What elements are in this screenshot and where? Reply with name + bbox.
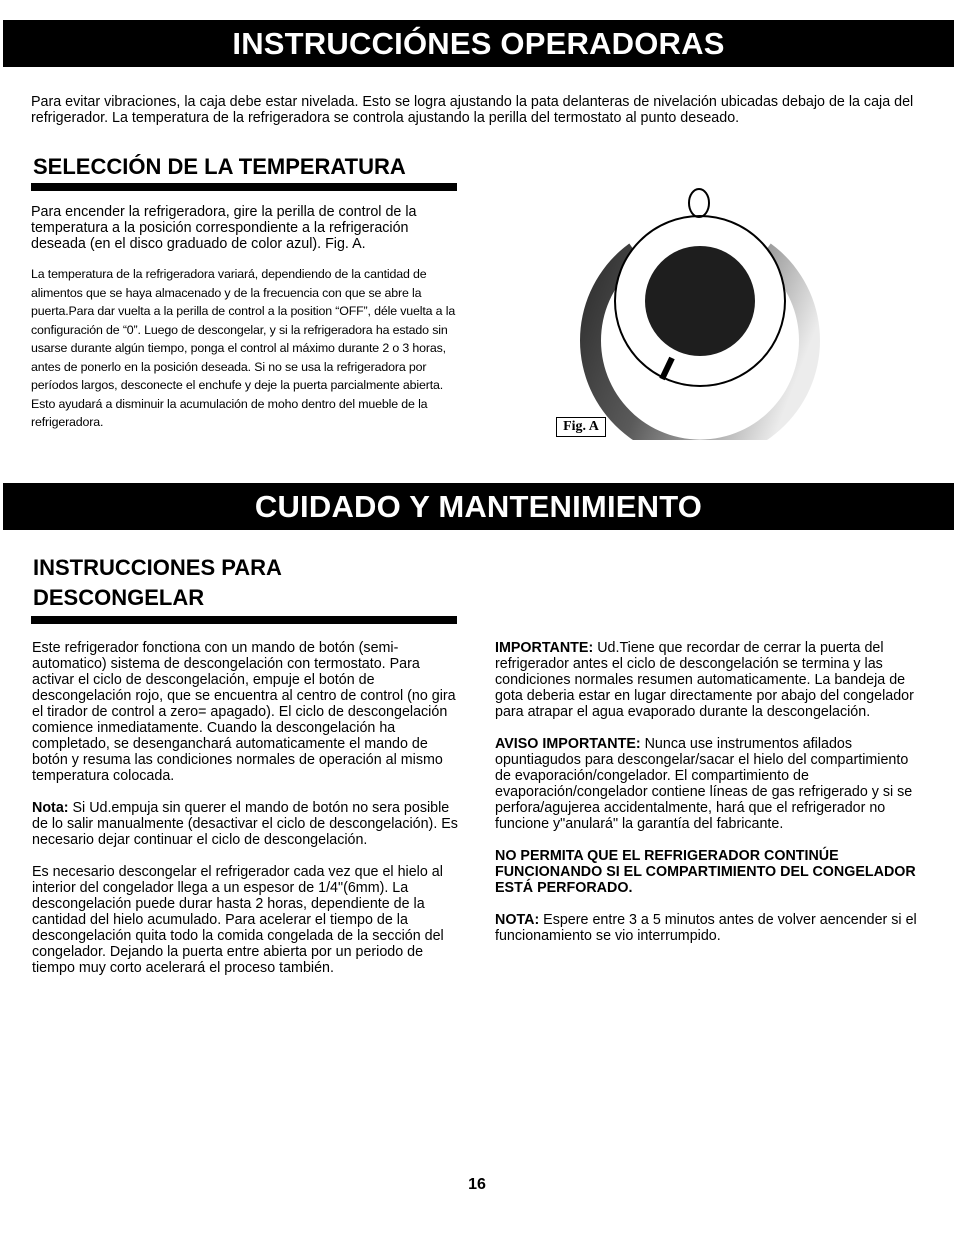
important-text: Ud.Tiene que recordar de cerrar la puerta del refrigerador antes el ciclo de descongelación se termina y las condiciones normales resumen automaticamente. La bandeja de gota deberia estar en lugar directamente por abajo del congelador para atrapar el agua evaporado durante la descongelación. xyxy=(495,640,914,720)
care-maintenance-banner: CUIDADO Y MANTENIMIENTO xyxy=(3,483,954,530)
page-number: 16 xyxy=(468,1176,486,1193)
defrost-heading xyxy=(33,553,282,613)
defrost-heading-rule xyxy=(31,616,457,624)
nota-paragraph xyxy=(495,912,923,944)
knob-center xyxy=(645,246,755,356)
nota-label: NOTA: xyxy=(495,912,540,928)
defrost-heading-line-2: DESCONGELAR xyxy=(33,585,205,610)
temperature-heading: SELECCIÓN DE LA TEMPERATURA xyxy=(33,154,406,179)
important-paragraph xyxy=(495,640,923,720)
nota-text: Espere entre 3 a 5 minutos antes de volver aencender si el funcionamiento se vio interrumpido. xyxy=(495,912,917,944)
defrost-paragraph-1: Este refrigerador fonctiona con un mando de botón (semi-automatico) sistema de descongelación con termostato. Para activar el ciclo de descongelación, empuje el botón de descongelación rojo, que se encuentra al centro de control (no gira el tirador de control a zero= apagado). El ciclo de descongelación comience inmediatamente. Cuando la descongelación ha completado, se desenganchará automaticamente el mando de botón y resuma las condiciones normales de operación al mismo temperatura colocada. xyxy=(32,640,456,784)
warning-text: Nunca use instrumentos afilados opuntiagudos para descongelar/sacar el hielo del compartimiento de evaporación/congelador. El compartimiento de evaporación/congelador contiene líneas de gas refrigerado y si se perfora/agujerea accidentalmente, hará que el refrigerador no funcione y"anulará" la garantía del fabricante. xyxy=(495,736,913,832)
defrost-right-column xyxy=(495,640,923,960)
important-label: IMPORTANTE: xyxy=(495,640,594,656)
defrost-note-paragraph xyxy=(32,800,460,848)
note-text: Si Ud.empuja sin querer el mando de botón no sera posible de lo salir manualmente (desactivar el ciclo de descongelación). Es necesario dejar continuar el ciclo de descongelación. xyxy=(32,800,458,848)
operating-instructions-banner: INSTRUCCIÓNES OPERADORAS xyxy=(3,20,954,67)
temperature-paragraph-2: La temperatura de la refrigeradora variará, dependiendo de la cantidad de alimentos que se haya almacenado y de la frecuencia con que se abre la puerta.Para dar vuelta a la perilla de control a la position “OFF”, déle vuelta a la configuración de “0”. Luego de descongelar, y si la refrigeradora ha estado sin usarse durante algún tiempo, ponga el control al máximo durante 2 o 3 horas, antes de ponerlo en la posición deseada. Si no se usa la refrigeradora por períodos largos, desconecte el enchufe y deje la puerta parcialmente abierta. Esto ayudará a disminuir la acumulación de moho dentro del mueble de la refrigeradora. xyxy=(31,267,456,429)
note-label: Nota: xyxy=(32,800,69,816)
warning-label: AVISO IMPORTANTE: xyxy=(495,736,641,752)
defrost-left-column xyxy=(32,640,460,992)
heading-rule xyxy=(31,183,457,191)
intro-paragraph: Para evitar vibraciones, la caja debe estar nivelada. Esto se logra ajustando la pata delanteras de nivelación ubicadas debajo de la caja del refrigerador. La temperatura de la refrigeradora se controla ajustando la perilla del termostato al punto deseado. xyxy=(31,94,914,126)
thermostat-dial-figure xyxy=(560,180,850,440)
do-not-operate-paragraph: NO PERMITA QUE EL REFRIGERADOR CONTINÚE FUNCIONANDO SI EL COMPARTIMIENTO DEL CONGELADOR ESTÁ PERFORADO. xyxy=(495,848,916,896)
defrost-heading-line-1: INSTRUCCIONES PARA xyxy=(33,555,282,580)
temperature-paragraph-1: Para encender la refrigeradora, gire la perilla de control de la temperatura a la posición correspondiente a la refrigeración deseada (en el disco graduado de color azul). Fig. A. xyxy=(31,204,417,252)
warning-paragraph xyxy=(495,736,923,832)
figure-label: Fig. A xyxy=(556,417,606,437)
defrost-paragraph-3: Es necesario descongelar el refrigerador cada vez que el hielo al interior del congelador llega a un espesor de 1/4"(6mm). La descongelación puede durar hasta 2 horas, dependiente de la cantidad del hielo acumulado. Para acelerar el tiempo de la descongelación quita todo la comida congelada de la sección del congelador. Dejando la puerta entre abierta por un periodo de tiempo muy corto acelerará el proceso también. xyxy=(32,864,444,976)
zero-marker xyxy=(689,189,709,217)
